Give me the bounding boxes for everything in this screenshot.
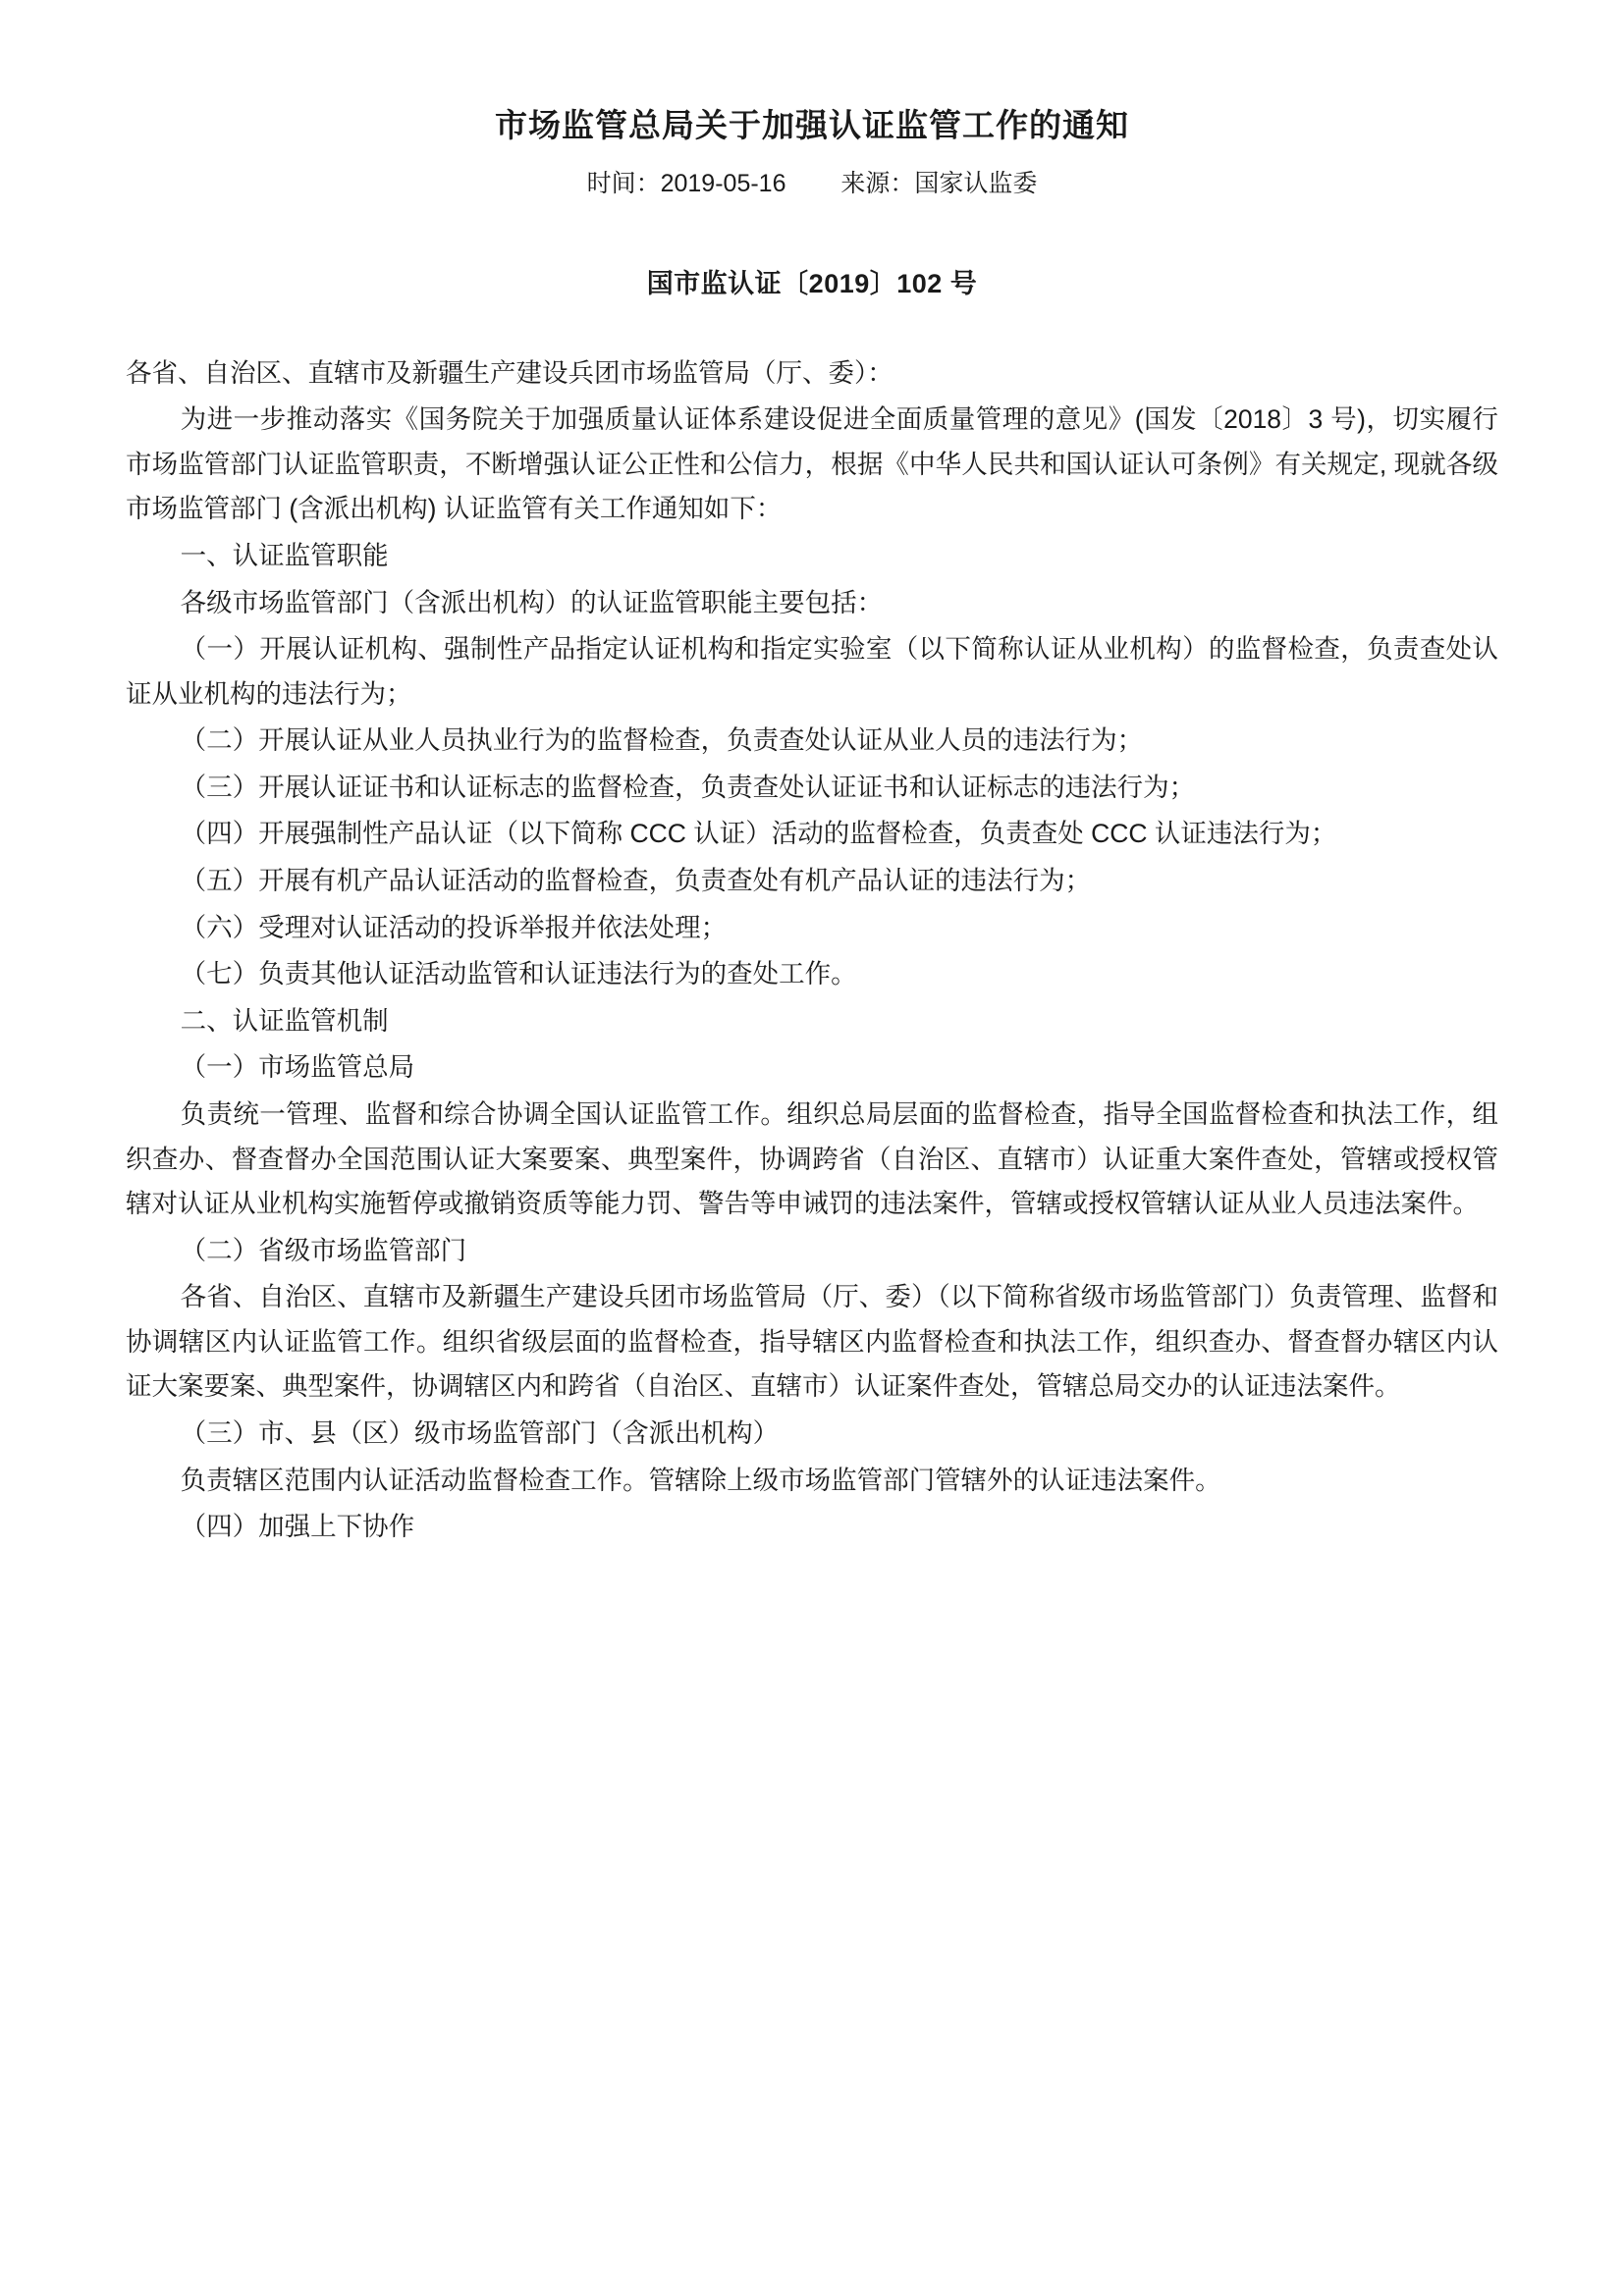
document-body	[126, 351, 1498, 1550]
paragraph-item-2-2-heading: （二）省级市场监管部门	[180, 1235, 467, 1265]
paragraph-item-1-3: （三）开展认证证书和认证标志的监督检查，负责查处认证证书和认证标志的违法行为；	[180, 772, 1196, 802]
paragraph-section-2-heading: 二、认证监管机制	[180, 1005, 389, 1036]
paragraph-item-1-6: （六）受理对认证活动的投诉举报并依法处理；	[180, 912, 728, 942]
paragraph-preamble: 为进一步推动落实《国务院关于加强质量认证体系建设促进全面质量管理的意见》(国发〔2018〕3 号)，切实履行市场监管部门认证监管职责，不断增强认证公正性和公信力，根据《中华人民共和国认证认可条例》有关规定, 现就各级市场监管部门 (含派出机构) 认证监管有关工作通知如下：	[126, 404, 1498, 524]
paragraph-item-2-2-body: 各省、自治区、直辖市及新疆生产建设兵团市场监管局（厅、委）（以下简称省级市场监管部门）负责管理、监督和协调辖区内认证监管工作。组织省级层面的监督检查，指导辖区内监督检查和执法工作，组织查办、督查督办辖区内认证大案要案、典型案件，协调辖区内和跨省（自治区、直辖市）认证案件查处，管辖总局交办的认证违法案件。	[126, 1282, 1498, 1402]
paragraph-item-1-4: （四）开展强制性产品认证（以下简称 CCC 认证）活动的监督检查，负责查处 CCC 认证违法行为；	[180, 819, 1337, 849]
publish-time: 时间：2019-05-16	[586, 170, 786, 198]
paragraph-section-1-lead: 各级市场监管部门（含派出机构）的认证监管职能主要包括：	[180, 587, 884, 617]
paragraph-addressee: 各省、自治区、直辖市及新疆生产建设兵团市场监管局（厅、委）：	[126, 357, 893, 388]
paragraph-item-2-3-body: 负责辖区范围内认证活动监督检查工作。管辖除上级市场监管部门管辖外的认证违法案件。	[180, 1465, 1221, 1495]
paragraph-item-2-3-heading: （三）市、县（区）级市场监管部门（含派出机构）	[180, 1417, 780, 1448]
paragraph-item-2-4-heading: （四）加强上下协作	[180, 1512, 415, 1542]
paragraph-item-2-1-body: 负责统一管理、监督和综合协调全国认证监管工作。组织总局层面的监督检查，指导全国监督检查和执法工作，组织查办、督查督办全国范围认证大案要案、典型案件，协调跨省（自治区、直辖市）认证重大案件查处，管辖或授权管辖对认证从业机构实施暂停或撤销资质等能力罚、警告等申诫罚的违法案件，管辖或授权管辖认证从业人员违法案件。	[126, 1098, 1498, 1219]
document-number: 国市监认证〔2019〕102 号	[646, 268, 978, 298]
paragraph-item-2-1-heading: （一）市场监管总局	[180, 1052, 415, 1083]
paragraph-item-1-2: （二）开展认证从业人员执业行为的监督检查，负责查处认证从业人员的违法行为；	[180, 725, 1144, 756]
paragraph-item-1-7: （七）负责其他认证活动监管和认证违法行为的查处工作。	[180, 959, 857, 989]
paragraph-item-1-5: （五）开展有机产品认证活动的监督检查，负责查处有机产品认证的违法行为；	[180, 866, 1092, 896]
paragraph-section-1-heading: 一、认证监管职能	[180, 541, 389, 570]
paragraph-item-1-1: （一）开展认证机构、强制性产品指定认证机构和指定实验室（以下简称认证从业机构）的监督检查，负责查处认证从业机构的违法行为；	[126, 634, 1498, 709]
document-meta	[126, 166, 1498, 203]
page-title: 市场监管总局关于加强认证监管工作的通知	[495, 107, 1129, 143]
publish-source: 来源：国家认监委	[840, 170, 1038, 198]
